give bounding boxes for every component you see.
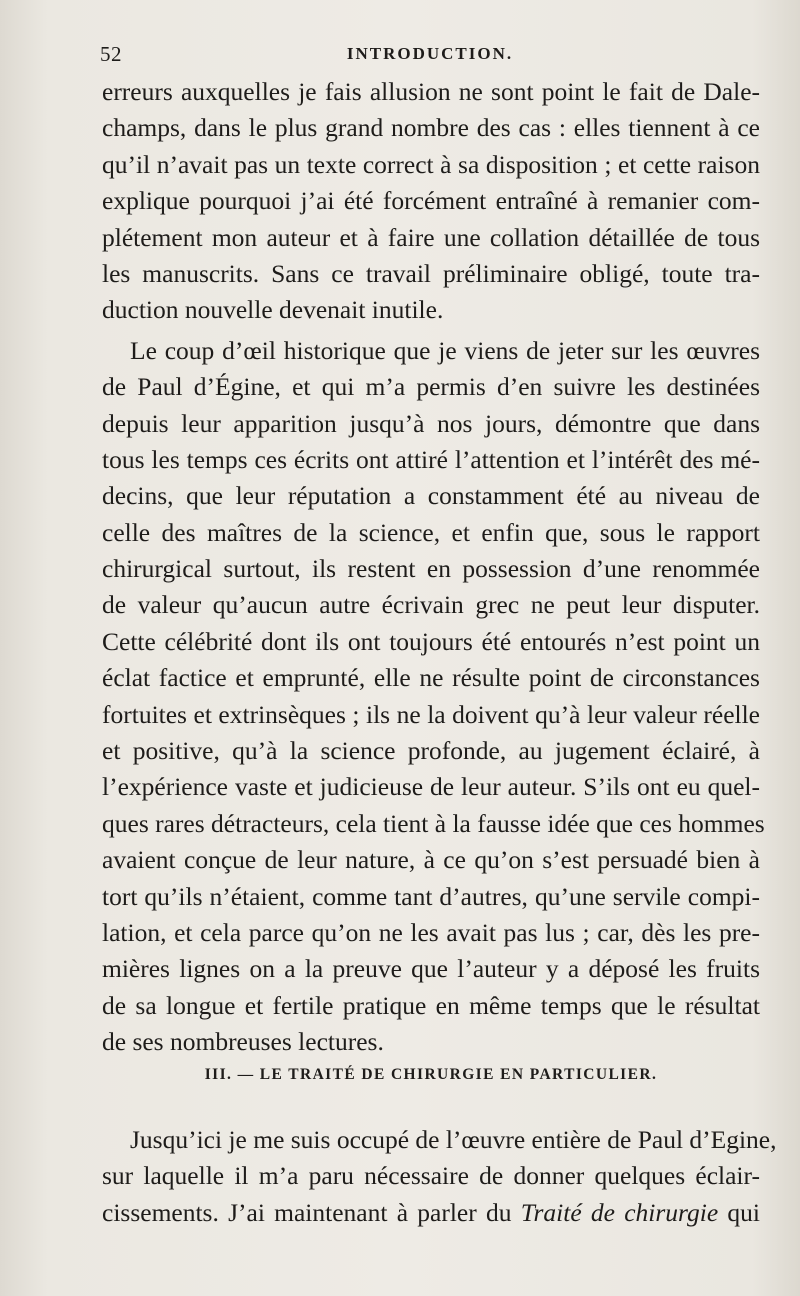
text-line: chirurgical surtout, ils restent en possession d’une renommée (102, 554, 760, 584)
text-line: celle des maîtres de la science, et enfin que, sous le rapport (102, 517, 760, 547)
text-line: decins, que leur réputation a constamment été au niveau de (102, 481, 760, 511)
text-line: de sa longue et fertile pratique en même temps que le résultat (102, 990, 760, 1020)
text-line: qu’il n’avait pas un texte correct à sa disposition ; et cette raison (102, 149, 760, 179)
text-line: Le coup d’œil historique que je viens de jeter sur les œuvres (130, 335, 760, 365)
text-line: et positive, qu’à la science profonde, au jugement éclairé, à (102, 736, 760, 766)
text-line: tous les temps ces écrits ont attiré l’attention et l’intérêt des mé- (102, 444, 760, 474)
page-number: 52 (100, 42, 122, 66)
text-line: les manuscrits. Sans ce travail préliminaire obligé, toute tra- (102, 258, 760, 288)
text-line: Cette célébrité dont ils ont toujours été entourés n’est point un (102, 626, 760, 656)
section-heading: III. — LE TRAITÉ DE CHIRURGIE EN PARTICULIER. (204, 1066, 658, 1083)
text-line: ques rares détracteurs, cela tient à la fausse idée que ces hommes (102, 808, 765, 838)
text-line: de valeur qu’aucun autre écrivain grec ne peut leur disputer. (102, 590, 760, 620)
text-line: avaient conçue de leur nature, à ce qu’on s’est persuadé bien à (102, 845, 760, 875)
italic-title: Traité de chirurgie (520, 1197, 719, 1227)
text-line: tort qu’ils n’étaient, comme tant d’autres, qu’une servile compi- (102, 881, 760, 911)
body-text-continued (102, 1122, 777, 1231)
running-title: INTRODUCTION. (346, 44, 514, 63)
running-head (100, 42, 760, 70)
text-line: de ses nombreuses lectures. (102, 1027, 384, 1057)
text-line: éclat factice et emprunté, elle ne résulte point de circonstances (102, 663, 760, 693)
text-line: explique pourquoi j’ai été forcément entraîné à remanier com- (102, 186, 760, 216)
text-line: depuis leur apparition jusqu’à nos jours, démontre que dans (102, 408, 760, 438)
text-fragment: qui (718, 1197, 760, 1227)
text-line: fortuites et extrinsèques ; ils ne la doivent qu’à leur valeur réelle (102, 699, 760, 729)
text-line: sur laquelle il m’a paru nécessaire de donner quelques éclair- (102, 1161, 760, 1191)
text-line: lation, et cela parce qu’on ne les avait pas lus ; car, dès les pre- (102, 917, 760, 947)
text-line: duction nouvelle devenait inutile. (102, 295, 444, 325)
text-line (102, 1195, 760, 1231)
text-line: Jusqu’ici je me suis occupé de l’œuvre entière de Paul d’Egine, (130, 1125, 777, 1154)
text-line: erreurs auxquelles je fais allusion ne sont point le fait de Dale- (102, 77, 760, 106)
text-line: de Paul d’Égine, et qui m’a permis d’en suivre les destinées (102, 372, 760, 402)
body-text (102, 74, 765, 1061)
text-line: champs, dans le plus grand nombre des cas : elles tiennent à ce (102, 113, 760, 143)
text-line: mières lignes on a la preuve que l’auteur y a déposé les fruits (102, 954, 760, 984)
text-line: l’expérience vaste et judicieuse de leur auteur. S’ils ont eu quel- (102, 772, 760, 802)
text-line: plétement mon auteur et à faire une collation détaillée de tous (102, 222, 760, 252)
text-fragment: cissements. J’ai maintenant à parler du (102, 1197, 521, 1227)
